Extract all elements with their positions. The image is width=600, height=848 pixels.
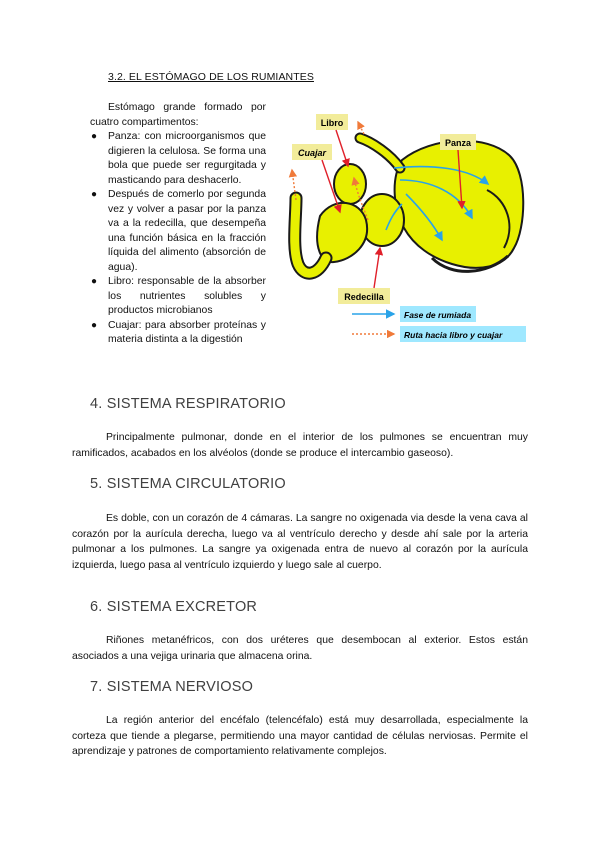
svg-text:Cuajar: Cuajar	[297, 148, 327, 158]
section-title-circulatorio: 5. SISTEMA CIRCULATORIO	[90, 476, 286, 492]
svg-text:Libro: Libro	[320, 118, 344, 128]
section-text-respiratorio: Principalmente pulmonar, donde en el interior de los pulmones se encuentran muy ramificados, acabados en los alvéolos (donde se produce el intercambio gaseoso).	[72, 432, 528, 459]
section-title-excretor: 6. SISTEMA EXCRETOR	[90, 599, 258, 615]
section-title-respiratorio: 4. SISTEMA RESPIRATORIO	[90, 396, 286, 412]
section-text-circulatorio: Es doble, con un corazón de 4 cámaras. La sangre no oxigenada via desde la vena cava al corazón por la aurícula derecha, luego va al ventrículo derecho y desde ahí sale por la arteria pulmonar a los pulmones. La sangre ya oxigenada entra de nuevo al corazón por la aurícula izquierda, luego pasa al ventrículo izquierdo y luego sale al cuerpo.	[72, 513, 528, 571]
libro-shape	[334, 164, 366, 204]
bullet-icon: ●	[91, 189, 98, 200]
bullet-icon: ●	[91, 276, 98, 287]
label-redecilla	[338, 288, 390, 304]
svg-text:Ruta hacia libro y cuajar: Ruta hacia libro y cuajar	[404, 330, 503, 340]
label-cuajar	[292, 144, 332, 160]
section-title-nervioso: 7. SISTEMA NERVIOSO	[90, 679, 254, 695]
label-libro	[316, 114, 348, 130]
section-text-excretor: Riñones metanéfricos, con dos uréteres que desembocan al exterior. Estos están asociados a una vejiga urinaria que almacena orina.	[72, 635, 528, 662]
bullet-icon: ●	[91, 319, 98, 331]
list-item: ● Libro: responsable de la absorber los nutrientes solubles y productos microbianos	[91, 276, 266, 316]
intro-lead: Estómago grande formado por cuatro compartimentos:	[90, 102, 266, 128]
stomach-description	[90, 101, 266, 348]
list-item: ● Panza: con microorganismos que digieren la celulosa. Se forma una bola que puede ser regurgitada y masticando para deshacerlo.	[91, 131, 266, 186]
label-panza	[440, 134, 476, 150]
list-item: ● Cuajar: para absorber proteínas y materia distinta a la digestión	[91, 319, 266, 345]
section-subtitle: 3.2. EL ESTÓMAGO DE LOS RUMIANTES	[108, 71, 314, 83]
list-item: ● Después de comerlo por segunda vez y volver a pasar por la panza va a la redecilla, que desempeña una función básica en la fracción líquida del alimento (absorción de agua).	[91, 189, 266, 273]
svg-text:Panza: Panza	[444, 138, 472, 148]
ruminant-stomach-diagram	[282, 108, 552, 348]
bullet-icon: ●	[91, 131, 98, 142]
svg-text:Redecilla: Redecilla	[344, 292, 384, 302]
svg-text:Fase de rumiada: Fase de rumiada	[404, 310, 472, 320]
compartment-list	[90, 130, 266, 348]
legend	[352, 306, 526, 342]
section-text-nervioso: La región anterior del encéfalo (telencéfalo) está muy desarrollada, especialmente la corteza que tiende a plegarse, permitiendo una mayor cantidad de células nerviosas. Permite el aprendizaje y patrones de comportamiento relativamente complejos.	[72, 715, 528, 757]
